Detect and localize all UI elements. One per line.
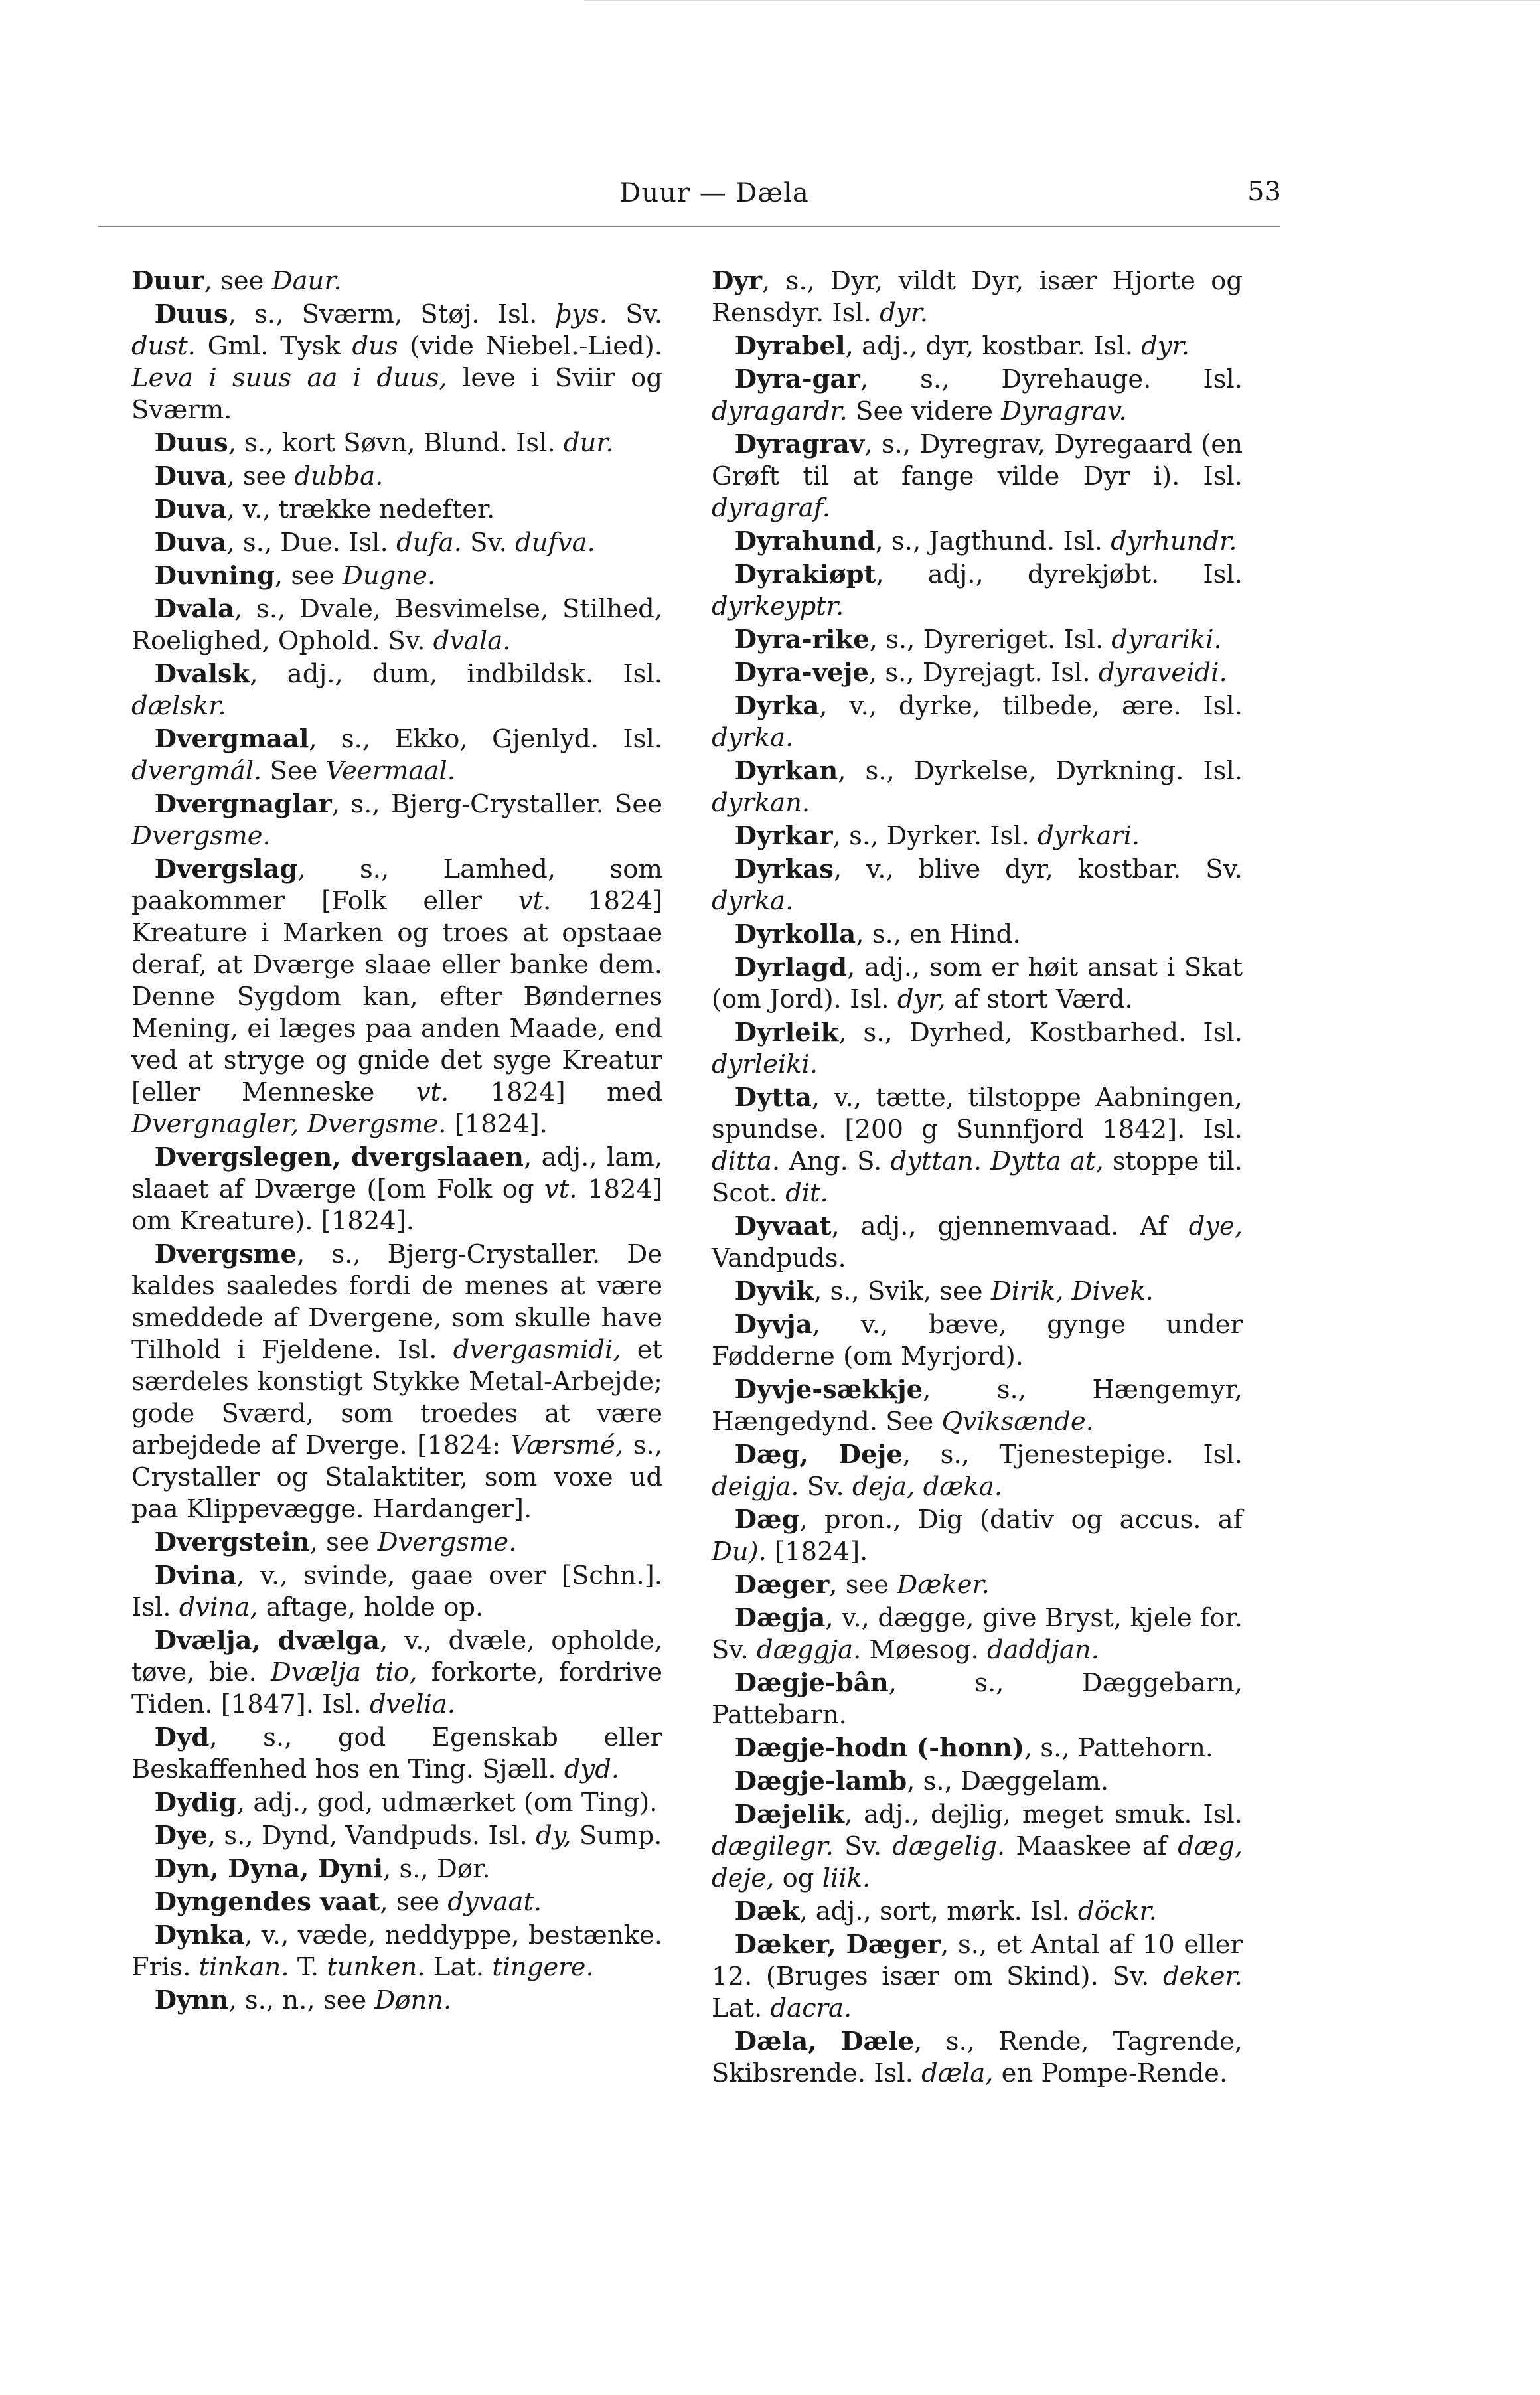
- entry-text: Gml. Tysk: [195, 331, 352, 361]
- dictionary-entry: [712, 526, 1243, 558]
- headword: Dvalsk: [154, 659, 250, 689]
- dictionary-entry: [712, 657, 1243, 689]
- dictionary-entry: [712, 559, 1243, 623]
- italic-text: dægilegr.: [712, 1831, 834, 1861]
- headword: Duus: [154, 299, 228, 329]
- entry-text: , adj., dejlig, meget smuk. Isl.: [844, 1800, 1243, 1829]
- entry-text: [1824].: [766, 1537, 868, 1567]
- dictionary-entry: [712, 1374, 1243, 1438]
- dictionary-entry: [131, 1787, 662, 1819]
- dictionary-entry: [131, 1985, 662, 2017]
- italic-text: dægelig.: [892, 1831, 1006, 1861]
- italic-text: dyd.: [564, 1754, 620, 1784]
- italic-text: dyrka.: [712, 723, 794, 753]
- italic-text: dubba.: [294, 461, 384, 491]
- headword: Dye: [154, 1821, 208, 1851]
- italic-text: dyr.: [880, 298, 928, 328]
- headword: Dyrkan: [734, 756, 838, 786]
- entry-text: , s., n., see: [228, 1985, 375, 2015]
- dictionary-entry: [712, 952, 1243, 1016]
- entry-text: s., Crystaller og Stalaktiter, som voxe ud paa Klippevægge. Hardanger].: [131, 1430, 662, 1524]
- headword: Dyrlagd: [734, 953, 848, 982]
- headword: Dvina: [154, 1561, 236, 1590]
- entry-text: leve i Sviir og Sværm.: [131, 363, 662, 425]
- entry-text: 1824] om Kreature). [1824].: [131, 1174, 662, 1236]
- headword: Dvælja, dvælga: [154, 1626, 380, 1656]
- headword: Dæk: [734, 1896, 800, 1926]
- dictionary-entry: [131, 854, 662, 1140]
- entry-text: , s., Rende, Tagrende, Skibsrende. Isl.: [712, 2027, 1243, 2088]
- entry-text: , s., Pattehorn.: [1024, 1733, 1214, 1763]
- headword: Dæla, Dæle: [734, 2027, 915, 2056]
- entry-text: , adj., dyr, kostbar. Isl.: [845, 331, 1142, 361]
- italic-text: dyragraf.: [712, 493, 830, 523]
- entry-text: , adj., sort, mørk. Isl.: [799, 1896, 1078, 1926]
- italic-text: daddjan.: [987, 1635, 1099, 1665]
- entry-text: , adj., som er høit ansat i Skat (om Jord). Isl.: [712, 953, 1243, 1014]
- italic-text: dyrariki.: [1111, 625, 1222, 655]
- italic-text: dy,: [536, 1821, 572, 1851]
- headword: Dvergslegen, dvergslaaen: [154, 1142, 524, 1172]
- headword: Dyvje-sækkje: [734, 1375, 923, 1405]
- dictionary-entry: [131, 461, 662, 493]
- dictionary-entry: [712, 1733, 1243, 1764]
- dictionary-entry: [712, 331, 1243, 362]
- entry-text: , v., dvæle, opholde, tøve, bie.: [131, 1626, 662, 1687]
- headword: Dyrabel: [734, 331, 846, 361]
- italic-text: dyrka.: [712, 886, 794, 916]
- dictionary-entry: [131, 1625, 662, 1721]
- entry-text: , v., væde, neddyppe, bestænke. Fris.: [131, 1920, 662, 1982]
- italic-text: Dvergsme.: [131, 821, 271, 851]
- entry-text: Sv.: [833, 1831, 893, 1861]
- italic-text: Dvergnagler, Dvergsme.: [131, 1109, 447, 1139]
- italic-text: dælskr.: [131, 691, 226, 721]
- entry-text: , v., dyrke, tilbede, ære. Isl.: [819, 691, 1243, 721]
- entry-text: Lat.: [712, 1993, 771, 2023]
- entry-text: , s., Dæggelam.: [907, 1766, 1109, 1796]
- entry-text: , s., Lamhed, som paakommer [Folk eller: [131, 854, 662, 916]
- italic-text: dyrkeyptr.: [712, 591, 844, 621]
- headword: Dynn: [154, 1985, 229, 2015]
- italic-text: Dønn.: [374, 1985, 452, 2015]
- italic-text: Dvergsme.: [377, 1527, 517, 1557]
- dictionary-entry: [712, 854, 1243, 917]
- headword: Dyra-veje: [734, 658, 869, 688]
- entry-text: Møesog.: [861, 1635, 987, 1665]
- headword: Dæg: [734, 1505, 800, 1535]
- entry-text: , s., god Egenskab eller Beskaffenhed hos en Ting. Sjæll.: [131, 1723, 662, 1784]
- italic-text: vt.: [416, 1077, 449, 1107]
- headword: Dyra-rike: [734, 625, 870, 655]
- italic-text: dvergasmidi,: [453, 1335, 621, 1365]
- entry-text: Ang. S.: [780, 1146, 891, 1176]
- entry-text: , see: [274, 561, 343, 591]
- entry-text: , see: [226, 461, 295, 491]
- headword: Dyr: [712, 266, 763, 296]
- entry-text: aftage, holde op.: [258, 1592, 484, 1622]
- entry-text: 1824] Kreature i Marken og troes at opstaae deraf, at Dværge slaae eller banke dem. Denne Sygdom kan, efter Bøndernes Mening, ei læges paa anden Maade, end ved at stryge og gnide det syge Kreatur [eller Menneske: [131, 886, 662, 1107]
- dictionary-entry: [131, 1920, 662, 1983]
- italic-text: tinkan.: [198, 1952, 289, 1982]
- entry-text: , see: [309, 1527, 378, 1557]
- italic-text: dyrkan.: [712, 788, 810, 818]
- entry-text: , see: [829, 1570, 897, 1600]
- dictionary-entry: [712, 1799, 1243, 1894]
- italic-text: Du).: [712, 1537, 767, 1567]
- italic-text: tunken.: [327, 1952, 425, 1982]
- dictionary-entry: [131, 1853, 662, 1885]
- entry-text: af stort Værd.: [945, 984, 1133, 1014]
- dictionary-entry: [131, 1820, 662, 1852]
- entry-text: See: [262, 756, 326, 786]
- dictionary-entry: [712, 820, 1243, 852]
- italic-text: dacra.: [770, 1993, 852, 2023]
- dictionary-entry: [712, 690, 1243, 754]
- dictionary-entry: [131, 494, 662, 526]
- entry-text: , s., Dør.: [383, 1854, 491, 1884]
- right-column: [712, 266, 1243, 2091]
- headword: Dyrakiøpt: [734, 560, 876, 589]
- entry-text: Vandpuds.: [712, 1243, 846, 1273]
- dictionary-entry: [131, 266, 662, 297]
- entry-text: , v., tætte, tilstoppe Aabningen, spundse. [200 g Sunnfjord 1842]. Isl.: [712, 1083, 1243, 1144]
- italic-text: dyvaat.: [447, 1887, 542, 1917]
- header-rule: [98, 226, 1280, 227]
- italic-text: dæg, deje,: [712, 1831, 1243, 1893]
- headword: Dytta: [734, 1083, 812, 1113]
- entry-text: , s., Dyrehauge. Isl.: [860, 364, 1243, 394]
- entry-text: , s., Dæggebarn, Pattebarn.: [712, 1668, 1243, 1730]
- italic-text: dyrkari.: [1038, 821, 1140, 851]
- scan-edge-line: [584, 0, 1540, 1]
- headword: Dæg, Deje: [734, 1440, 903, 1470]
- entry-text: , s., Dyr, vildt Dyr, især Hjorte og Rensdyr. Isl.: [712, 266, 1243, 328]
- dictionary-entry: [131, 1142, 662, 1237]
- entry-text: , s., Dyrejagt. Isl.: [868, 658, 1099, 688]
- italic-text: þys.: [555, 299, 607, 329]
- headword: Dæjelik: [734, 1800, 844, 1829]
- entry-text: , s., Jagthund. Isl.: [875, 526, 1111, 556]
- italic-text: dvergmál.: [131, 756, 262, 786]
- headword: Dyrleik: [734, 1018, 839, 1047]
- headword: Dyngendes vaat: [154, 1887, 380, 1917]
- dictionary-entry: [712, 364, 1243, 427]
- entry-text: , adj., gjennemvaad. Af: [831, 1211, 1189, 1241]
- dictionary-entry: [712, 919, 1243, 951]
- headword: Duur: [131, 266, 204, 296]
- italic-text: Dirik, Divek.: [990, 1276, 1154, 1306]
- entry-text: , s., Dynd, Vandpuds. Isl.: [207, 1821, 536, 1851]
- headword: Dyn, Dyna, Dyni: [154, 1854, 384, 1884]
- italic-text: Leva i suus aa i duus,: [131, 363, 447, 393]
- headword: Dynka: [154, 1920, 245, 1950]
- entry-text: , adj., lam, slaaet af Dværge ([om Folk og: [131, 1142, 662, 1204]
- entry-text: og: [774, 1863, 822, 1893]
- dictionary-entry: [712, 1211, 1243, 1275]
- dictionary-entry: [131, 789, 662, 852]
- italic-text: Dugne.: [342, 561, 436, 591]
- entry-text: , s., Bjerg-Crystaller. See: [331, 789, 662, 819]
- headword: Dæger: [734, 1570, 830, 1600]
- italic-text: Dyragrav.: [1001, 396, 1127, 426]
- dictionary-entry: [712, 1896, 1243, 1928]
- italic-text: dyttan. Dytta at,: [890, 1146, 1104, 1176]
- entry-text: , s., Bjerg-Crystaller. De kaldes saaledes fordi de menes at være smeddede af Dvergene, som skulle have Tilhold i Fjeldene. Isl.: [131, 1239, 662, 1365]
- dictionary-entry: [712, 1929, 1243, 2025]
- dictionary-entry: [131, 1527, 662, 1559]
- italic-text: dyraveidi.: [1098, 658, 1227, 688]
- entry-text: , v., trække nedefter.: [226, 495, 495, 524]
- entry-text: , adj., dum, indbildsk. Isl.: [250, 659, 662, 689]
- headword: Dyvik: [734, 1276, 814, 1306]
- italic-text: dvala.: [433, 626, 511, 656]
- headword: Dyvaat: [734, 1211, 832, 1241]
- dictionary-entry: [131, 427, 662, 459]
- italic-text: dus: [352, 331, 398, 361]
- headword: Dyvja: [734, 1310, 812, 1340]
- entry-text: , s., Tjenestepige. Isl.: [902, 1440, 1243, 1470]
- entry-text: , s., en Hind.: [856, 919, 1021, 949]
- entry-text: , s., Dyrker. Isl.: [832, 821, 1038, 851]
- entry-text: , s., Due. Isl.: [226, 528, 396, 558]
- italic-text: Dæker.: [897, 1570, 990, 1600]
- headword: Dægje-hodn (-honn): [734, 1733, 1024, 1763]
- entry-text: , s., Dyreriget. Isl.: [869, 625, 1112, 655]
- dictionary-entry: [131, 658, 662, 722]
- italic-text: döckr.: [1077, 1896, 1158, 1926]
- headword: Dvergstein: [154, 1527, 310, 1557]
- italic-text: liik.: [822, 1863, 871, 1893]
- headword: Dyrkar: [734, 821, 833, 851]
- italic-text: deker.: [1163, 1962, 1243, 1991]
- entry-text: , s., Hængemyr, Hængedynd. See: [712, 1375, 1243, 1436]
- entry-text: stoppe til. Scot.: [712, 1146, 1243, 1208]
- italic-text: dust.: [131, 331, 196, 361]
- dictionary-entry: [131, 299, 662, 426]
- headword: Duus: [154, 428, 228, 458]
- italic-text: dur.: [563, 428, 614, 458]
- entry-text: , s., kort Søvn, Blund. Isl.: [228, 428, 564, 458]
- entry-text: , v., blive dyr, kostbar. Sv.: [833, 854, 1243, 884]
- entry-text: et særdeles konstigt Stykke Metal-Arbejde; gode Sværd, som troedes at være arbejdede af Dverge. [1824:: [131, 1335, 662, 1460]
- entry-text: [1824].: [446, 1109, 548, 1139]
- headword: Dvergsme: [154, 1239, 297, 1269]
- headword: Dyrkolla: [734, 919, 856, 949]
- dictionary-entry: [131, 560, 662, 592]
- italic-text: deja, dæka.: [852, 1472, 1002, 1502]
- entry-text: , s., Dyrhed, Kostbarhed. Isl.: [838, 1018, 1243, 1047]
- entry-text: , s., Dyregrav, Dyregaard (en Grøft til at fange vilde Dyr i). Isl.: [712, 429, 1243, 491]
- entry-text: (vide Niebel.-Lied).: [398, 331, 662, 361]
- dictionary-entry: [131, 1887, 662, 1918]
- italic-text: Qviksænde.: [941, 1407, 1094, 1436]
- headword: Duva: [154, 528, 227, 558]
- dictionary-entry: [712, 755, 1243, 819]
- entry-text: Sv.: [799, 1472, 852, 1502]
- italic-text: dyr.: [1141, 331, 1190, 361]
- running-header: Duur — Dæla: [619, 178, 809, 208]
- entry-text: , s., Dyrkelse, Dyrkning. Isl.: [838, 756, 1243, 786]
- entry-text: , s., et Antal af 10 eller 12. (Bruges især om Skind). Sv.: [712, 1930, 1243, 1991]
- entry-text: , v., dægge, give Bryst, kjele for. Sv.: [712, 1603, 1243, 1665]
- italic-text: vt.: [518, 886, 552, 916]
- dictionary-entry: [712, 624, 1243, 656]
- dictionary-entry: [131, 1560, 662, 1624]
- italic-text: dufva.: [515, 528, 595, 558]
- entry-text: 1824] med: [449, 1077, 662, 1107]
- entry-text: , v., bæve, gynge under Fødderne (om Myrjord).: [712, 1310, 1243, 1371]
- headword: Duva: [154, 461, 227, 491]
- dictionary-entry: [131, 1239, 662, 1525]
- headword: Dyra-gar: [734, 364, 860, 394]
- dictionary-entry: [712, 1017, 1243, 1081]
- italic-text: dvelia.: [369, 1689, 455, 1719]
- entry-text: , s., Sværm, Støj. Isl.: [228, 299, 556, 329]
- dictionary-entry: [712, 1439, 1243, 1503]
- headword: Dvergnaglar: [154, 789, 332, 819]
- headword: Dæker, Dæger: [734, 1930, 941, 1960]
- dictionary-entry: [712, 1309, 1243, 1373]
- italic-text: dyrhundr.: [1111, 526, 1237, 556]
- entry-text: T.: [289, 1952, 327, 1982]
- italic-text: ditta.: [712, 1146, 781, 1176]
- entry-text: , v., svinde, gaae over [Schn.]. Isl.: [131, 1561, 662, 1622]
- dictionary-entry: [131, 1722, 662, 1786]
- dictionary-entry: [712, 1602, 1243, 1666]
- italic-text: dufa.: [396, 528, 462, 558]
- italic-text: dit.: [785, 1178, 828, 1208]
- headword: Dyragrav: [734, 429, 865, 459]
- dictionary-entry: [712, 1082, 1243, 1209]
- headword: Dyd: [154, 1723, 210, 1752]
- italic-text: vt.: [544, 1174, 578, 1204]
- entry-text: See videre: [847, 396, 1002, 426]
- left-column: [131, 266, 662, 2018]
- headword: Dyrka: [734, 691, 820, 721]
- entry-text: Sump.: [571, 1821, 662, 1851]
- italic-text: tingere.: [492, 1952, 594, 1982]
- entry-text: Sv.: [461, 528, 516, 558]
- italic-text: Værsmé,: [510, 1430, 624, 1460]
- italic-text: dye,: [1188, 1211, 1243, 1241]
- dictionary-entry: [712, 1276, 1243, 1308]
- dictionary-entry: [712, 1569, 1243, 1601]
- entry-text: , s., Svik, see: [814, 1276, 991, 1306]
- italic-text: dvina,: [179, 1592, 258, 1622]
- dictionary-entry: [131, 724, 662, 787]
- dictionary-entry: [712, 1766, 1243, 1798]
- dictionary-entry: [712, 1667, 1243, 1731]
- entry-text: , s., Ekko, Gjenlyd. Isl.: [309, 724, 662, 754]
- headword: Dvergslag: [154, 854, 298, 884]
- headword: Dydig: [154, 1788, 237, 1817]
- entry-text: , see: [380, 1887, 448, 1917]
- entry-text: , pron., Dig (dativ og accus. af: [799, 1505, 1243, 1535]
- headword: Dægje-lamb: [734, 1766, 907, 1796]
- entry-text: , see: [204, 266, 272, 296]
- entry-text: en Pompe-Rende.: [993, 2058, 1228, 2088]
- page-number: 53: [1247, 177, 1281, 207]
- italic-text: Veermaal.: [325, 756, 455, 786]
- italic-text: dyr,: [897, 984, 946, 1014]
- headword: Dægja: [734, 1603, 826, 1633]
- italic-text: dyragardr.: [712, 396, 848, 426]
- italic-text: Dvælja tio,: [270, 1658, 418, 1687]
- dictionary-entry: [131, 527, 662, 559]
- entry-text: , s., Dvale, Besvimelse, Stilhed, Roelighed, Ophold. Sv.: [131, 594, 662, 656]
- italic-text: Daur.: [271, 266, 342, 296]
- entry-text: Maaskee af: [1005, 1831, 1178, 1861]
- headword: Dægje-bân: [734, 1668, 889, 1698]
- entry-text: Lat.: [425, 1952, 493, 1982]
- dictionary-entry: [131, 593, 662, 657]
- headword: Dvala: [154, 594, 234, 624]
- italic-text: dæggja.: [757, 1635, 862, 1665]
- italic-text: deigja.: [712, 1472, 799, 1502]
- dictionary-entry: [712, 2026, 1243, 2090]
- headword: Dyrkas: [734, 854, 834, 884]
- entry-text: forkorte, fordrive Tiden. [1847]. Isl.: [131, 1658, 662, 1719]
- headword: Duva: [154, 495, 227, 524]
- headword: Dvergmaal: [154, 724, 309, 754]
- entry-text: Sv.: [607, 299, 662, 329]
- dictionary-entry: [712, 429, 1243, 524]
- headword: Duvning: [154, 561, 275, 591]
- italic-text: dyrleiki.: [712, 1049, 818, 1079]
- headword: Dyrahund: [734, 526, 876, 556]
- dictionary-entry: [712, 266, 1243, 329]
- entry-text: , adj., god, udmærket (om Ting).: [236, 1788, 658, 1817]
- dictionary-entry: [712, 1504, 1243, 1568]
- italic-text: dæla,: [921, 2058, 994, 2088]
- entry-text: , adj., dyrekjøbt. Isl.: [876, 560, 1243, 589]
